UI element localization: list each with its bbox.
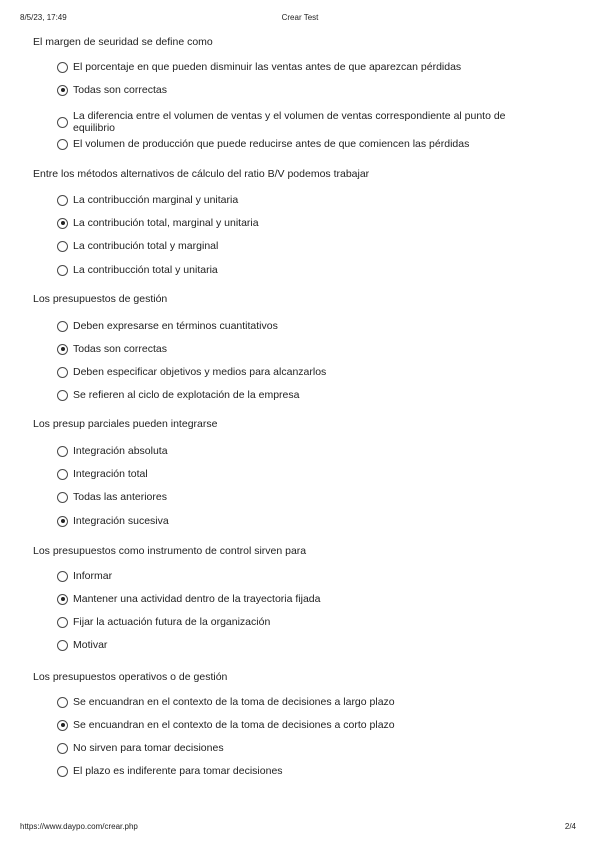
radio-unchecked-icon[interactable] xyxy=(57,469,68,480)
page-number: 2/4 xyxy=(564,822,576,831)
radio-checked-icon[interactable] xyxy=(57,516,68,527)
answer-option[interactable] xyxy=(57,217,537,229)
radio-unchecked-icon[interactable] xyxy=(57,195,68,206)
radio-unchecked-icon[interactable] xyxy=(57,321,68,332)
answer-option[interactable] xyxy=(57,110,537,134)
footer-url: https://www.daypo.com/crear.php xyxy=(20,822,138,831)
answer-option-label: La contribucción marginal y unitaria xyxy=(73,194,239,206)
answer-option-label: Integración sucesiva xyxy=(73,515,169,527)
question-text: Los presupuestos como instrumento de control sirven para xyxy=(33,545,307,557)
answer-option-label: Deben especificar objetivos y medios para alcanzarlos xyxy=(73,366,327,378)
radio-unchecked-icon[interactable] xyxy=(57,697,68,708)
question-text: Los presup parciales pueden integrarse xyxy=(33,418,218,430)
radio-unchecked-icon[interactable] xyxy=(57,617,68,628)
radio-unchecked-icon[interactable] xyxy=(57,492,68,503)
answer-option-label: La contribución total, marginal y unitaria xyxy=(73,217,259,229)
answer-option[interactable] xyxy=(57,719,537,731)
answer-option-label: No sirven para tomar decisiones xyxy=(73,742,224,754)
answer-option-label: Todas son correctas xyxy=(73,84,167,96)
answer-option-label: El volumen de producción que puede reducirse antes de que comiencen las pérdidas xyxy=(73,138,470,150)
radio-unchecked-icon[interactable] xyxy=(57,139,68,150)
answer-option-label: Integración total xyxy=(73,468,148,480)
answer-option[interactable] xyxy=(57,696,537,708)
answer-option[interactable] xyxy=(57,264,537,276)
answer-option[interactable] xyxy=(57,320,537,332)
answer-option[interactable] xyxy=(57,742,537,754)
answer-option[interactable] xyxy=(57,240,537,252)
answer-option[interactable] xyxy=(57,468,537,480)
print-datetime: 8/5/23, 17:49 xyxy=(20,13,67,22)
answer-option-label: Informar xyxy=(73,570,113,582)
answer-option-label: La contribución total y marginal xyxy=(73,240,219,252)
answer-option-label: Se encuandran en el contexto de la toma de decisiones a corto plazo xyxy=(73,719,395,731)
radio-unchecked-icon[interactable] xyxy=(57,766,68,777)
radio-unchecked-icon[interactable] xyxy=(57,117,68,128)
answer-option-label: Integración absoluta xyxy=(73,445,168,457)
answer-option-label: El plazo es indiferente para tomar decisiones xyxy=(73,765,283,777)
answer-option[interactable] xyxy=(57,616,537,628)
radio-checked-icon[interactable] xyxy=(57,85,68,96)
answer-option-label: Motivar xyxy=(73,639,108,651)
answer-option-label: Todas las anteriores xyxy=(73,491,167,503)
answer-option-label: La contribucción total y unitaria xyxy=(73,264,218,276)
answer-option[interactable] xyxy=(57,491,537,503)
answer-option[interactable] xyxy=(57,570,537,582)
answer-option-label: Se refieren al ciclo de explotación de la empresa xyxy=(73,389,300,401)
radio-unchecked-icon[interactable] xyxy=(57,446,68,457)
answer-option[interactable] xyxy=(57,366,537,378)
answer-option-label: Se encuandran en el contexto de la toma de decisiones a largo plazo xyxy=(73,696,395,708)
answer-option-label: La diferencia entre el volumen de ventas y el volumen de ventas correspondiente al punto de equilibrio xyxy=(73,110,506,134)
radio-checked-icon[interactable] xyxy=(57,720,68,731)
answer-option[interactable] xyxy=(57,445,537,457)
answer-option-label: Fijar la actuación futura de la organización xyxy=(73,616,271,628)
radio-unchecked-icon[interactable] xyxy=(57,265,68,276)
answer-option[interactable] xyxy=(57,138,537,150)
answer-option[interactable] xyxy=(57,343,537,355)
answer-option[interactable] xyxy=(57,593,537,605)
answer-option-label: El porcentaje en que pueden disminuir las ventas antes de que aparezcan pérdidas xyxy=(73,61,462,73)
answer-option[interactable] xyxy=(57,194,537,206)
radio-unchecked-icon[interactable] xyxy=(57,241,68,252)
radio-unchecked-icon[interactable] xyxy=(57,571,68,582)
radio-unchecked-icon[interactable] xyxy=(57,62,68,73)
answer-option[interactable] xyxy=(57,84,537,96)
radio-unchecked-icon[interactable] xyxy=(57,390,68,401)
answer-option[interactable] xyxy=(57,639,537,651)
answer-option[interactable] xyxy=(57,389,537,401)
question-text: Los presupuestos operativos o de gestión xyxy=(33,671,228,683)
question-text: Los presupuestos de gestión xyxy=(33,293,168,305)
answer-option[interactable] xyxy=(57,515,537,527)
radio-unchecked-icon[interactable] xyxy=(57,640,68,651)
question-text: Entre los métodos alternativos de cálculo del ratio B/V podemos trabajar xyxy=(33,168,370,180)
answer-option-label: Deben expresarse en términos cuantitativos xyxy=(73,320,278,332)
radio-unchecked-icon[interactable] xyxy=(57,367,68,378)
answer-option[interactable] xyxy=(57,765,537,777)
answer-option-label: Todas son correctas xyxy=(73,343,167,355)
radio-checked-icon[interactable] xyxy=(57,594,68,605)
radio-checked-icon[interactable] xyxy=(57,218,68,229)
radio-checked-icon[interactable] xyxy=(57,344,68,355)
question-text: El margen de seuridad se define como xyxy=(33,36,213,48)
answer-option-label: Mantener una actividad dentro de la trayectoria fijada xyxy=(73,593,321,605)
answer-option[interactable] xyxy=(57,61,537,73)
radio-unchecked-icon[interactable] xyxy=(57,743,68,754)
page-title: Crear Test xyxy=(281,13,319,22)
